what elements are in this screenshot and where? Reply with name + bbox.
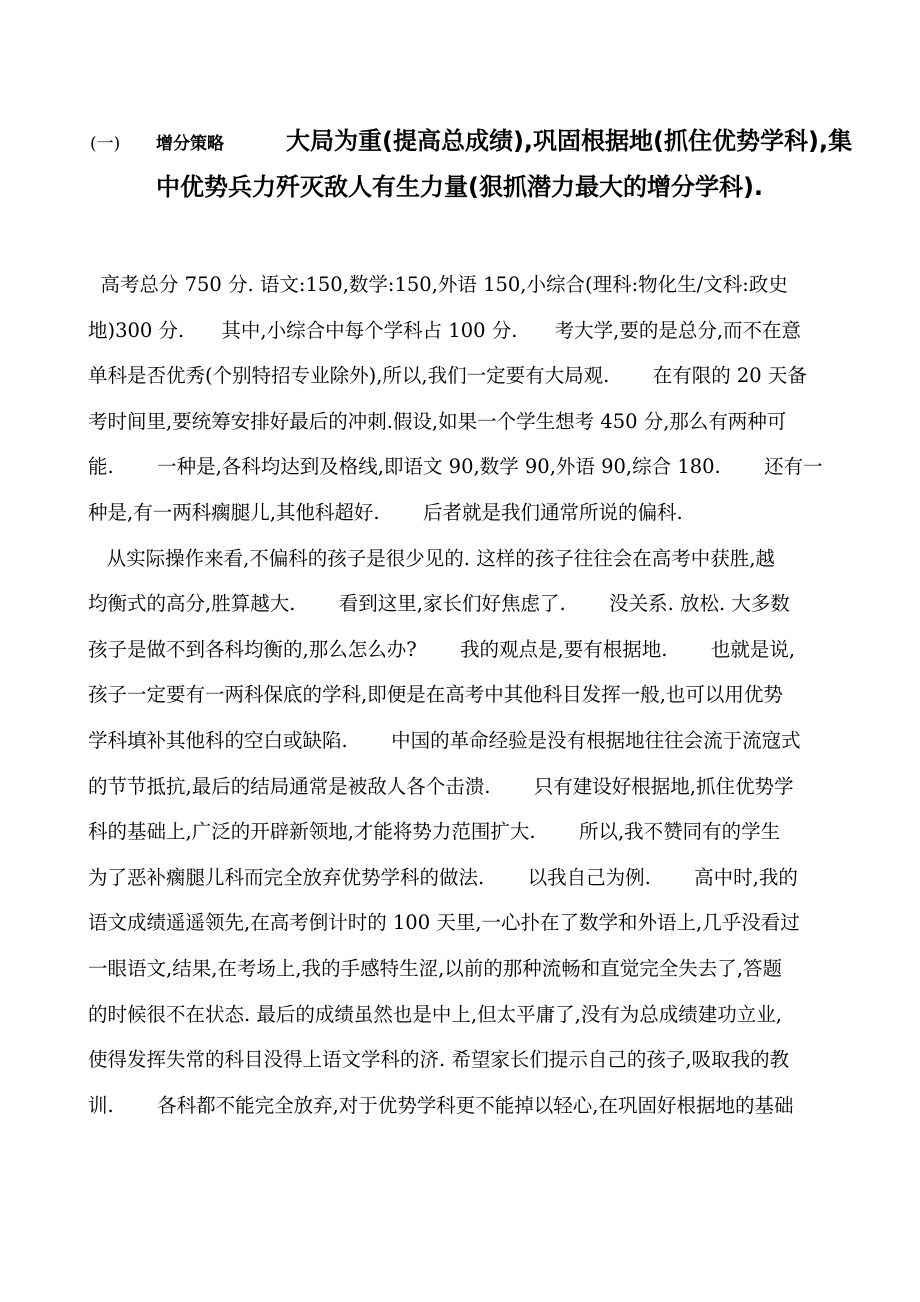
- text-line: 从实际操作来看,不偏科的孩子是很少见的. 这样的孩子往往会在高考中获胜,越: [88, 546, 775, 570]
- text-line: 种是,有一两科瘸腿儿,其他科超好. 后者就是我们通常所说的偏科.: [88, 500, 683, 524]
- body-text: [88, 262, 888, 1128]
- text-line: 孩子是做不到各科均衡的,那么怎么办? 我的观点是,要有根据地. 也就是说,: [88, 637, 796, 661]
- heading-text-line-1: 大局为重(提高总成绩),巩固根据地(抓住优势学科),集: [286, 127, 853, 155]
- heading-text-line-2: 中优势兵力歼灭敌人有生力量(狠抓潜力最大的增分学科).: [156, 173, 764, 201]
- text-line: 使得发挥失常的科目没得上语文学科的济. 希望家长们提示自己的孩子,吸取我的教: [88, 1048, 790, 1072]
- text-line: 为了恶补瘸腿儿科而完全放弃优势学科的做法. 以我自己为例. 高中时,我的: [88, 865, 798, 889]
- text-line: 的时候很不在状态. 最后的成绩虽然也是中上,但太平庸了,没有为总成绩建功立业,: [88, 1002, 782, 1026]
- section-number: (一): [90, 134, 121, 154]
- text-line: 一眼语文,结果,在考场上,我的手感特生涩,以前的那种流畅和直觉完全失去了,答题: [88, 956, 782, 980]
- text-line: 的节节抵抗,最后的结局通常是被敌人各个击溃. 只有建设好根据地,抓住优势学: [88, 774, 794, 798]
- section-heading: [90, 118, 890, 210]
- text-line: 学科填补其他科的空白或缺陷. 中国的革命经验是没有根据地往往会流于流寇式: [88, 728, 801, 752]
- text-line: 高考总分 750 分. 语文:150,数学:150,外语 150,小综合(理科:物化生/文科:政史: [88, 273, 788, 296]
- text-line: 语文成绩遥遥领先,在高考倒计时的 100 天里,一心扑在了数学和外语上,几乎没看过: [88, 911, 800, 935]
- text-line: 考时间里,要统筹安排好最后的冲刺.假设,如果一个学生想考 450 分,那么有两种可: [88, 409, 787, 433]
- text-line: 训. 各科都不能完全放弃,对于优势学科更不能掉以轻心,在巩固好根据地的基础: [88, 1093, 794, 1117]
- text-line: 科的基础上,广泛的开辟新领地,才能将势力范围扩大. 所以,我不赞同有的学生: [88, 820, 781, 844]
- text-line: 均衡式的高分,胜算越大. 看到这里,家长们好焦虑了. 没关系. 放松. 大多数: [88, 592, 790, 616]
- text-line: 单科是否优秀(个别特招专业除外),所以,我们一定要有大局观. 在有限的 20 天备: [88, 364, 807, 388]
- section-label: 增分策略: [156, 134, 224, 154]
- text-line: 孩子一定要有一两科保底的学科,即便是在高考中其他科目发挥一般,也可以用优势: [88, 683, 783, 707]
- heading-line-2: [90, 164, 890, 210]
- text-line: 地)300 分. 其中,小综合中每个学科占 100 分. 考大学,要的是总分,而不在意: [88, 318, 802, 342]
- heading-line-1: [90, 118, 890, 164]
- text-line: 能. 一种是,各科均达到及格线,即语文 90,数学 90,外语 90,综合 180. 还有一: [88, 455, 823, 479]
